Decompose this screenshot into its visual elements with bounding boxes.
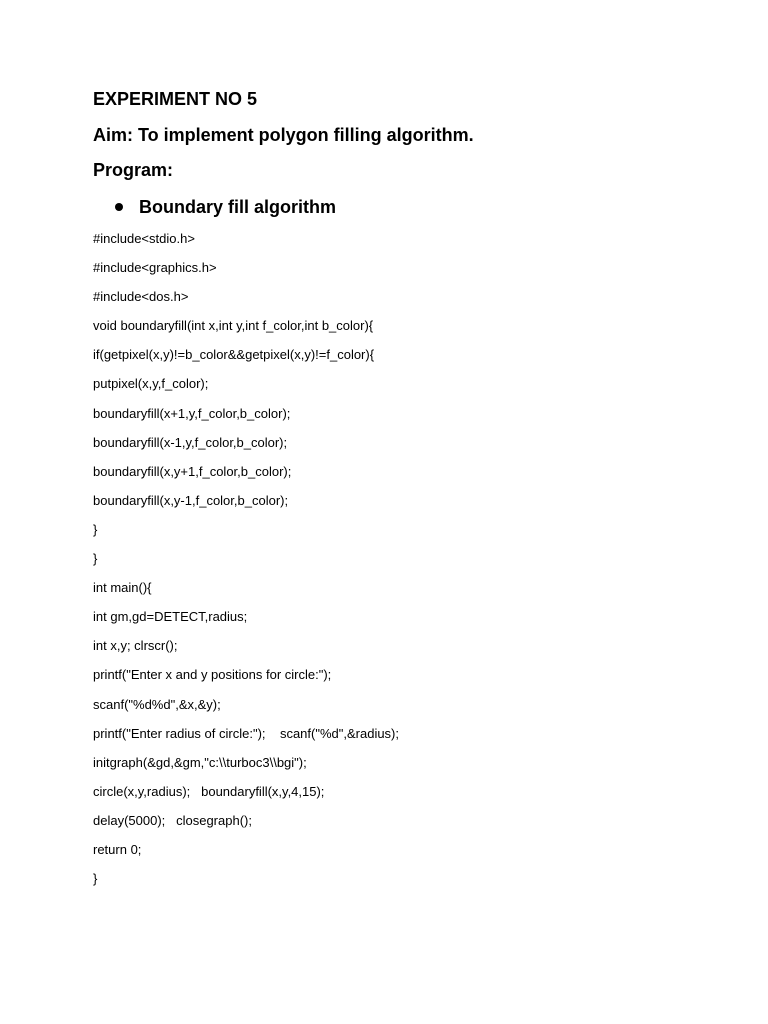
experiment-title: EXPERIMENT NO 5: [93, 89, 258, 109]
program-label: Program:: [93, 160, 174, 180]
code-listing: [93, 229, 399, 898]
code-line: if(getpixel(x,y)!=b_color&&getpixel(x,y)!=f_color){: [93, 347, 375, 363]
code-line: printf("Enter radius of circle:"); scanf("%d",&radius);: [93, 725, 400, 741]
code-line: printf("Enter x and y positions for circle:");: [93, 667, 332, 683]
bullet-item: [115, 196, 336, 218]
bullet-heading: Boundary fill algorithm: [139, 197, 337, 217]
code-line: scanf("%d%d",&x,&y);: [93, 696, 221, 712]
code-line: return 0;: [93, 841, 142, 857]
code-line: initgraph(&gd,&gm,"c:\\turboc3\\bgi");: [93, 754, 307, 770]
code-line: boundaryfill(x,y+1,f_color,b_color);: [93, 463, 292, 479]
code-line: #include<stdio.h>: [93, 231, 195, 246]
code-line: #include<dos.h>: [93, 289, 189, 305]
code-line: boundaryfill(x,y-1,f_color,b_color);: [93, 492, 289, 508]
code-line: boundaryfill(x-1,y,f_color,b_color);: [93, 434, 288, 450]
code-line: }: [93, 521, 98, 537]
code-line: #include<graphics.h>: [93, 260, 217, 276]
aim-statement: Aim: To implement polygon filling algorithm.: [93, 125, 474, 145]
code-line: }: [93, 871, 98, 887]
code-line: putpixel(x,y,f_color);: [93, 376, 209, 392]
bullet-dot-icon: [115, 203, 123, 211]
code-line: int gm,gd=DETECT,radius;: [93, 609, 248, 625]
code-line: boundaryfill(x+1,y,f_color,b_color);: [93, 405, 291, 421]
code-line: delay(5000); closegraph();: [93, 812, 252, 828]
code-line: int main(){: [93, 580, 152, 596]
code-line: }: [93, 551, 98, 567]
code-line: circle(x,y,radius); boundaryfill(x,y,4,15);: [93, 783, 325, 799]
code-line: int x,y; clrscr();: [93, 638, 178, 654]
code-line: void boundaryfill(int x,int y,int f_color,int b_color){: [93, 318, 374, 334]
